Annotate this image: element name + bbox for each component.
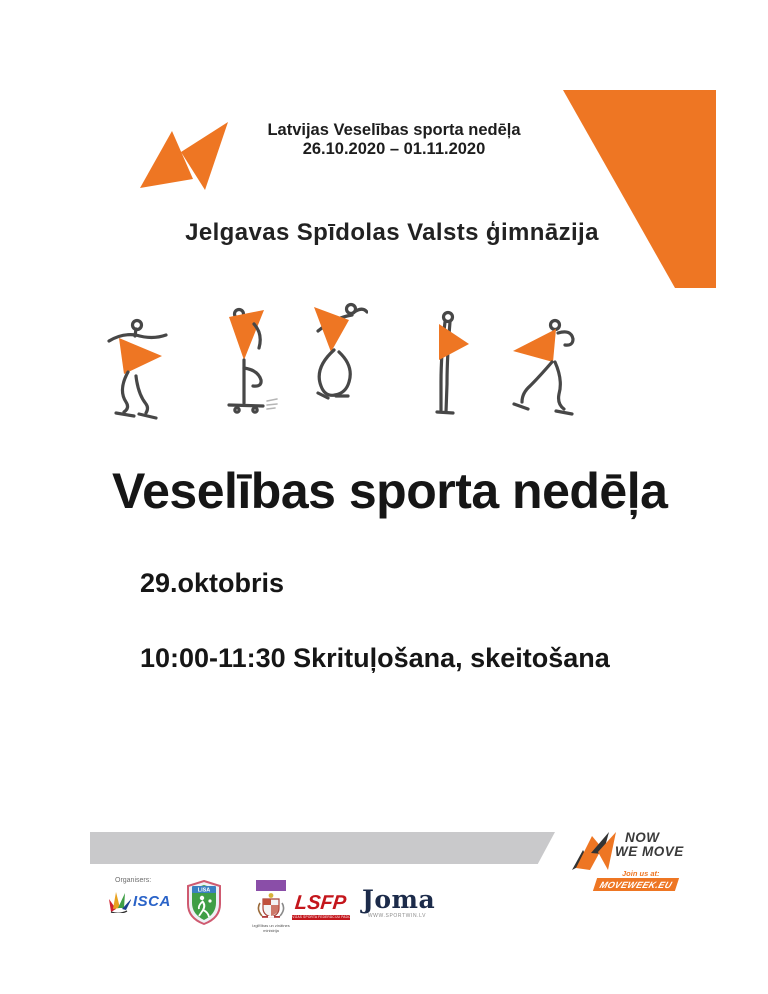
standing-skater-icon bbox=[418, 310, 470, 420]
rollerblading-skater-icon bbox=[510, 314, 580, 422]
event-title: Latvijas Veselības sporta nedēļa bbox=[267, 121, 521, 139]
spinning-skater-icon bbox=[106, 316, 170, 422]
moveweek-url: MOVEWEEK.EU bbox=[598, 879, 674, 890]
ministry-caption: Izglītības un zinātnes ministrija bbox=[252, 923, 290, 933]
lsfp-wordmark: LSFP bbox=[294, 892, 348, 914]
lisa-shield-logo bbox=[187, 880, 221, 925]
event-schedule: 10:00-11:30 Skrituļošana, skeitošana bbox=[140, 643, 610, 673]
join-us-label: Join us at: bbox=[622, 869, 660, 878]
lsfp-subtext: LATVIJAS SPORTA FEDERĀCIJU PADOME bbox=[286, 915, 356, 920]
organisers-label: Organisers: bbox=[115, 877, 152, 884]
orange-corner-shape bbox=[563, 90, 716, 288]
ministry-flag-icon bbox=[256, 880, 286, 891]
lisa-wordmark: LISA bbox=[197, 887, 211, 894]
event-dates: 26.10.2020 – 01.11.2020 bbox=[302, 140, 486, 158]
isca-fan-icon bbox=[109, 889, 131, 913]
lsfp-bar bbox=[286, 915, 356, 920]
joma-website: WWW.SPORTWIN.LV bbox=[367, 913, 427, 919]
school-name: Jelgavas Spīdolas Valsts ģimnāzija bbox=[185, 219, 599, 246]
isca-logo bbox=[109, 889, 171, 913]
dancing-skater-icon bbox=[308, 300, 368, 416]
now-we-move-text-line2: WE MOVE bbox=[615, 844, 684, 859]
isca-wordmark: ISCA bbox=[133, 892, 171, 910]
moveweek-banner bbox=[593, 878, 679, 891]
now-we-move-logo bbox=[568, 826, 718, 898]
event-header bbox=[214, 121, 574, 159]
footer-gray-bar bbox=[90, 832, 555, 864]
event-day: 29.oktobris bbox=[140, 568, 285, 598]
poster-title: Veselības sporta nedēļa bbox=[112, 463, 668, 519]
now-we-move-text-line1: NOW bbox=[625, 830, 660, 845]
joma-logo bbox=[362, 885, 436, 919]
skateboard-rider-icon bbox=[216, 306, 278, 420]
lsfp-logo bbox=[286, 892, 356, 920]
latvia-coat-of-arms-icon bbox=[256, 892, 286, 918]
joma-wordmark: Joma bbox=[362, 885, 436, 914]
now-we-move-arrow-icon bbox=[568, 828, 620, 872]
